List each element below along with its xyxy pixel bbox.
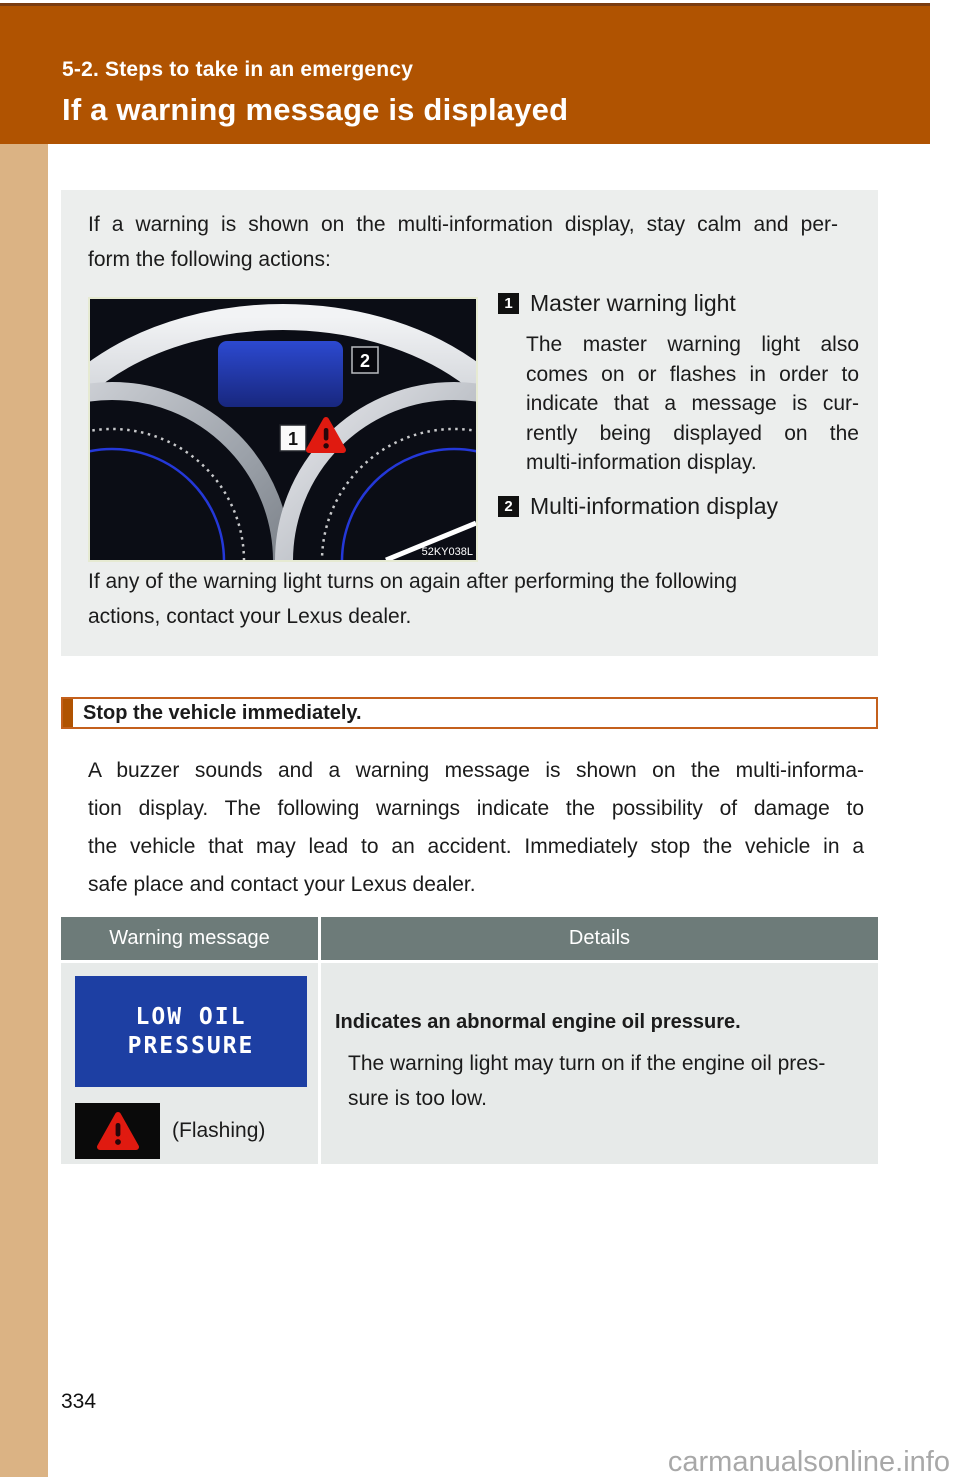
section-heading-box — [61, 697, 878, 729]
legend-marker-2: 2 — [498, 496, 519, 517]
body-paragraph-line: tion display. The following warnings indicate the possibility of damage to — [88, 797, 864, 820]
body-paragraph-line: A buzzer sounds and a warning message is shown on the multi-informa- — [88, 759, 864, 782]
multi-information-display-screen — [218, 341, 343, 407]
details-title: Indicates an abnormal engine oil pressure. — [335, 1011, 741, 1033]
legend-description-line: indicate that a message is cur- — [526, 392, 859, 416]
intro-panel-footer-text — [88, 564, 848, 634]
flashing-label: (Flashing) — [172, 1119, 266, 1142]
lcd-text-line: LOW OIL — [135, 1003, 247, 1030]
column-header-warning-message: Warning message — [61, 917, 318, 960]
legend-item-multi-information-display — [498, 493, 863, 520]
body-paragraph-line: safe place and contact your Lexus dealer. — [88, 873, 476, 896]
lcd-text-line: PRESSURE — [127, 1032, 255, 1059]
master-warning-light-tile — [75, 1103, 160, 1159]
legend-label: Master warning light — [530, 290, 736, 316]
section-heading-text: Stop the vehicle immediately. — [83, 702, 362, 724]
image-code: 52KY038L — [421, 546, 473, 558]
column-header-details: Details — [321, 917, 878, 960]
warning-table-row — [61, 963, 878, 1164]
intro-lead-line: form the following actions: — [88, 248, 331, 271]
details-cell — [321, 963, 878, 1164]
page-number: 334 — [61, 1390, 97, 1413]
legend-description — [526, 330, 859, 478]
callout-1-label: 1 — [287, 429, 299, 449]
warning-table-header-row — [61, 917, 878, 960]
left-margin-strip — [0, 144, 48, 1477]
body-paragraph-line: the vehicle that may lead to an accident. Immediately stop the vehicle in a — [88, 835, 864, 858]
figure-legend — [498, 290, 863, 520]
intro-lead-text — [88, 207, 838, 277]
chapter-header-band — [0, 6, 930, 144]
intro-footer-line: actions, contact your Lexus dealer. — [88, 605, 412, 628]
warning-triangle-icon — [96, 1111, 140, 1151]
callout-2-label: 2 — [359, 351, 371, 371]
details-description-line: The warning light may turn on if the engine oil pres- — [348, 1052, 826, 1075]
legend-description-line: multi-information display. — [526, 451, 757, 475]
instrument-cluster-image — [88, 297, 478, 562]
details-description-line: sure is too low. — [348, 1087, 487, 1110]
intro-panel — [61, 190, 878, 656]
legend-label: Multi-information display — [530, 492, 778, 519]
chapter-section-label: 5-2. Steps to take in an emergency — [62, 58, 414, 81]
section-heading-accent-bar — [63, 699, 73, 727]
warning-table — [61, 917, 878, 1164]
details-description — [348, 1046, 848, 1116]
legend-description-line: The master warning light also — [526, 333, 859, 356]
legend-description-line: rently being displayed on the — [526, 421, 859, 445]
intro-lead-line: If a warning is shown on the multi-information display, stay calm and per- — [88, 213, 838, 236]
legend-item-master-warning-light — [498, 290, 863, 317]
low-oil-pressure-display — [75, 976, 307, 1087]
instrument-cluster-illustration — [90, 299, 476, 560]
warning-message-cell — [61, 963, 318, 1164]
flashing-indicator — [75, 1103, 265, 1159]
watermark-text: carmanualsonline.info — [667, 1446, 950, 1478]
body-paragraph — [88, 752, 864, 904]
legend-description-line: comes on or flashes in order to — [526, 362, 859, 386]
legend-marker-1: 1 — [498, 293, 519, 314]
intro-footer-line: If any of the warning light turns on again after performing the following — [88, 570, 738, 593]
page-title: If a warning message is displayed — [62, 92, 569, 127]
